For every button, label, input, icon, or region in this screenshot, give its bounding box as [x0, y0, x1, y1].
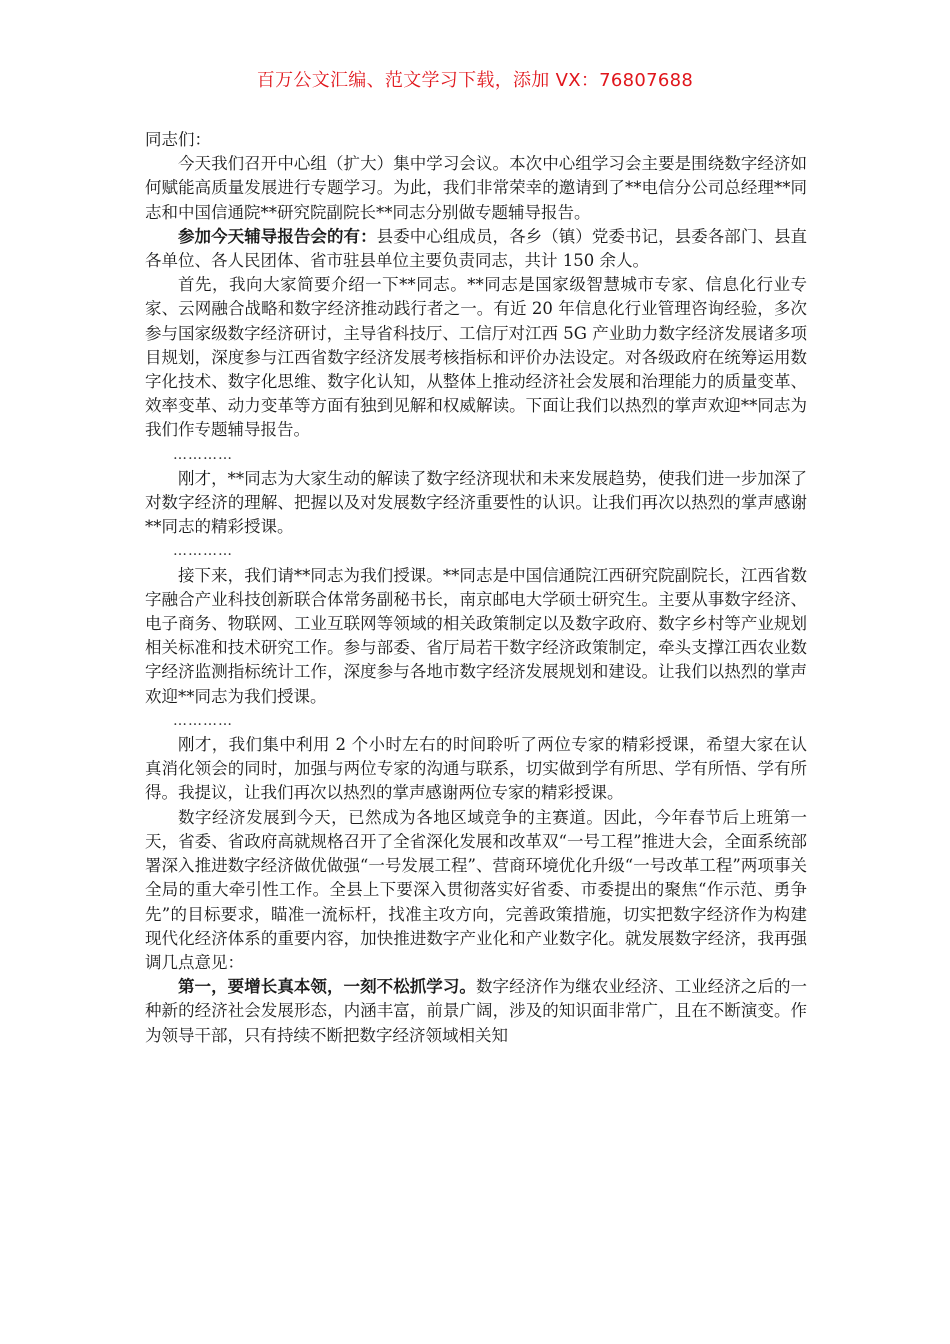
ellipsis-separator: ………… — [173, 543, 233, 560]
paragraph-digital-economy — [145, 806, 807, 975]
ellipsis-separator: ………… — [173, 712, 233, 729]
document-body — [145, 128, 807, 1048]
paragraph-lead-bold: 参加今天辅导报告会的有： — [178, 226, 377, 246]
paragraph-speaker-2-intro — [145, 564, 807, 709]
paragraph-text: 刚才，我们集中利用 2 个小时左右的时间聆听了两位专家的精彩授课，希望大家在认真消化领会的同时，加强与两位专家的沟通与联系，切实做到学有所思、学有所悟、学有所得。我提议，让我们再次以热烈的掌声感谢两位专家的精彩授课。 — [145, 735, 807, 803]
salutation: 同志们： — [145, 130, 211, 149]
paragraph-speaker-1-thanks — [145, 467, 807, 540]
paragraph-text: 今天我们召开中心组（扩大）集中学习会议。本次中心组学习会主要是围绕数字经济如何赋能高质量发展进行专题学习。为此，我们非常荣幸的邀请到了**电信分公司总经理**同志和中国信通院**研究院副院长**同志分别做专题辅导报告。 — [145, 154, 807, 222]
ellipsis-separator: ………… — [173, 446, 233, 463]
paragraph-thanks-both — [145, 733, 807, 806]
paragraph-attendees — [145, 225, 807, 273]
paragraph-point-one — [145, 975, 807, 1048]
paragraph-lead-bold: 第一，要增长真本领，一刻不松抓学习。 — [178, 977, 476, 997]
paragraph-speaker-1-intro — [145, 273, 807, 442]
paragraph-text: 接下来，我们请**同志为我们授课。**同志是中国信通院江西研究院副院长，江西省数字融合产业科技创新联合体常务副秘书长，南京邮电大学硕士研究生。主要从事数字经济、电子商务、物联网、工业互联网等领域的相关政策制定以及数字政府、数字乡村等产业规划相关标准和技术研究工作。参与部委、省厅局若干数字经济政策制定，牵头支撑江西农业数字经济监测指标统计工作，深度参与各地市数字经济发展规划和建设。让我们以热烈的掌声欢迎**同志为我们授课。 — [145, 565, 807, 706]
paragraph-text: 首先，我向大家简要介绍一下**同志。**同志是国家级智慧城市专家、信息化行业专家、云网融合战略和数字经济推动践行者之一。有近 20 年信息化行业管理咨询经验，多次参与国家级数字经济研讨，主导省科技厅、工信厅对江西 5G 产业助力数字经济发展诸多项目规划，深度参与江西省数字经济发展考核指标和评价办法设定。对各级政府在统筹运用数字化技术、数字化思维、数字化认知，从整体上推动经济社会发展和治理能力的质量变革、效率变革、动力变革等方面有独到见解和权威解读。下面让我们以热烈的掌声欢迎**同志为我们作专题辅导报告。 — [145, 275, 807, 440]
paragraph-text: 县委中心组成员，各乡（镇）党委书记，县委各部门、县直各单位、各人民团体、省市驻县单位主要负责同志，共计 150 余人。 — [145, 226, 808, 271]
paragraph-text: 刚才，**同志为大家生动的解读了数字经济现状和未来发展趋势，使我们进一步加深了对数字经济的理解、把握以及对发展数字经济重要性的认识。让我们再次以热烈的掌声感谢**同志的精彩授课。 — [145, 468, 807, 537]
paragraph-opening — [145, 152, 807, 225]
paragraph-text: 数字经济发展到今天，已然成为各地区域竞争的主赛道。因此，今年春节后上班第一天，省委、省政府高就规格召开了全省深化发展和改革双“一号工程”推进大会，全面系统部署深入推进数字经济做优做强“一号发展工程”、营商环境优化升级“一号改革工程”两项事关全局的重大牵引性工作。全县上下要深入贯彻落实好省委、市委提出的聚焦“作示范、勇争先”的目标要求，瞄准一流标杆，找准主攻方向，完善政策措施，切实把数字经济作为构建现代化经济体系的重要内容，加快推进数字产业化和产业数字化。就发展数字经济，我再强调几点意见： — [145, 807, 807, 972]
paragraph-text: 数字经济作为继农业经济、工业经济之后的一种新的经济社会发展形态，内涵丰富，前景广阔，涉及的知识面非常广，且在不断演变。作为领导干部，只有持续不断把数字经济领域相关知 — [145, 977, 808, 1045]
watermark-banner: 百万公文汇编、范文学习下载，添加 VX：76807688 — [256, 70, 694, 91]
